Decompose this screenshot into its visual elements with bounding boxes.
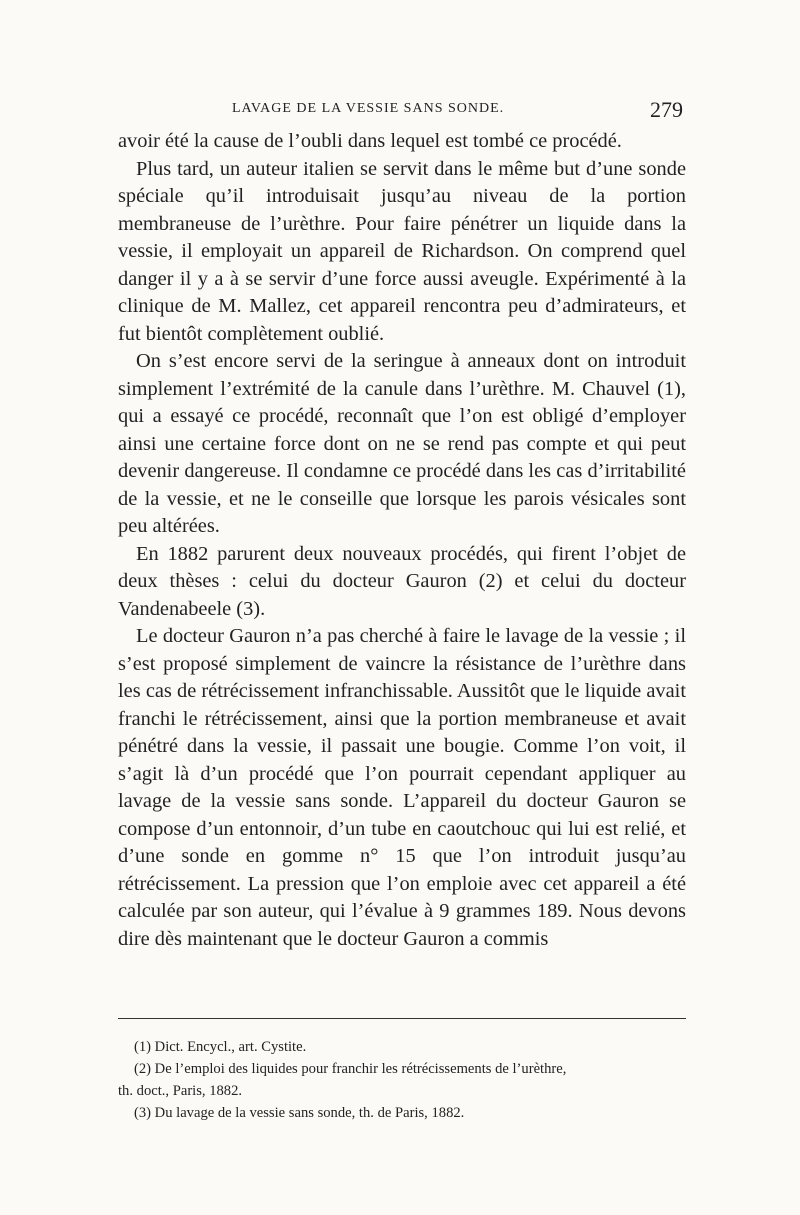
running-title: LAVAGE DE LA VESSIE SANS SONDE. — [232, 101, 505, 116]
footnote-divider — [118, 1018, 686, 1019]
body-text — [118, 128, 686, 953]
page-header — [118, 97, 683, 127]
footnote-continuation: th. doct., Paris, 1882. — [118, 1083, 243, 1099]
footnote: (1) Dict. Encycl., art. Cystite. — [134, 1039, 307, 1055]
page-number: 279 — [650, 97, 683, 122]
paragraph: avoir été la cause de l’oubli dans lequel est tombé ce procédé. — [118, 130, 622, 152]
footnote: (3) Du lavage de la vessie sans sonde, th. de Paris, 1882. — [134, 1105, 465, 1121]
footnotes — [118, 1036, 693, 1124]
paragraph: Plus tard, un auteur italien se servit dans le même but d’une sonde spéciale qu’il introduisait jusqu’au niveau de la portion membraneuse de l’urèthre. Pour faire pénétrer un liquide dans la vessie, il employait un appareil de Richardson. On comprend quel danger il y a à se servir d’une force aussi aveugle. Expérimenté à la clinique de M. Mallez, cet appareil rencontra peu d’admirateurs, et fut bientôt complètement oublié. — [118, 157, 686, 345]
footnote: (2) De l’emploi des liquides pour franchir les rétrécissements de l’urèthre, — [134, 1061, 567, 1077]
paragraph: On s’est encore servi de la seringue à anneaux dont on introduit simplement l’extrémité de la canule dans l’urèthre. M. Chauvel (1), qui a essayé ce procédé, reconnaît que l’on est obligé d’employer ainsi une certaine force dont on ne se rend pas compte et qui peut devenir dangereuse. Il condamne ce procédé dans les cas d’irritabilité de la vessie, et ne le conseille que lorsque les parois vésicales sont peu altérées. — [118, 350, 686, 537]
paragraph: En 1882 parurent deux nouveaux procédés, qui firent l’objet de deux thèses : celui du docteur Gauron (2) et celui du docteur Vandenabeele (3). — [118, 542, 686, 620]
paragraph: Le docteur Gauron n’a pas cherché à faire le lavage de la vessie ; il s’est proposé simplement de vaincre la résistance de l’urèthre dans les cas de rétrécissement infranchissable. Aussitôt que le liquide avait franchi le rétrécissement, ainsi que la portion membraneuse et avait pénétré dans la vessie, il passait une bougie. Comme l’on voit, il s’agit là d’un procédé que l’on pourrait cependant appliquer au lavage de la vessie sans sonde. L’appareil du docteur Gauron se compose d’un entonnoir, d’un tube en caoutchouc qui lui est relié, et d’une sonde en gomme n° 15 que l’on introduit jusqu’au rétrécissement. La pression que l’on emploie avec cet appareil a été calculée par son auteur, qui l’évalue à 9 grammes 189. Nous devons dire dès maintenant que le docteur Gauron a commis — [118, 625, 686, 950]
